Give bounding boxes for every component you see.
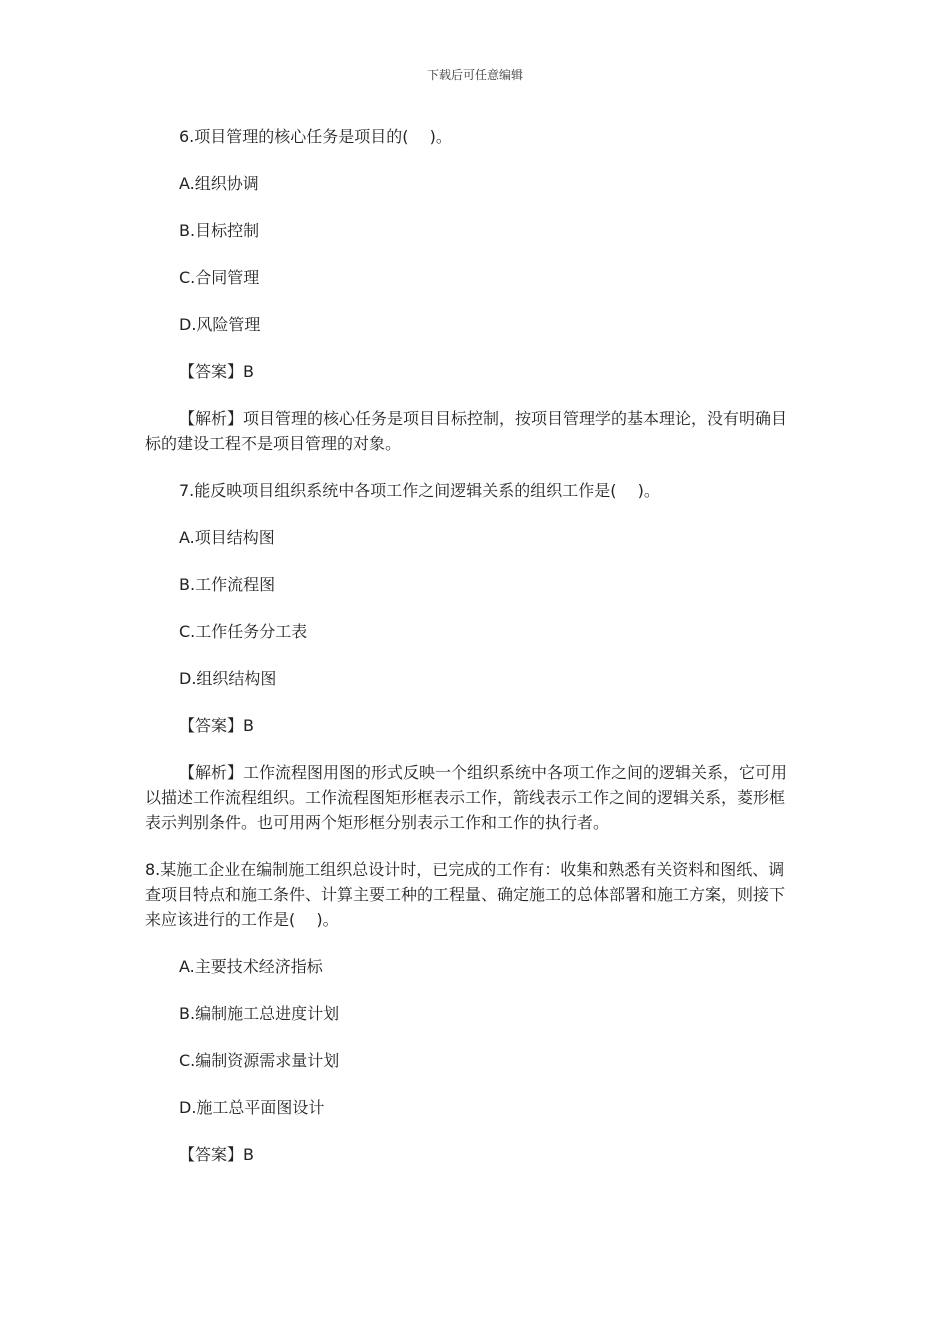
answer-analysis: 【解析】工作流程图用图的形式反映一个组织系统中各项工作之间的逻辑关系，它可用以描述工作流程组织。工作流程图矩形框表示工作，箭线表示工作之间的逻辑关系，菱形框表示判别条件。也可用两个矩形框分别表示工作和工作的执行者。: [145, 763, 788, 832]
answer-option: B.工作流程图: [179, 575, 276, 594]
answer-analysis: 【解析】项目管理的核心任务是项目目标控制，按项目管理学的基本理论，没有明确目标的建设工程不是项目管理的对象。: [145, 409, 788, 453]
document-body: [145, 124, 795, 1189]
page-header: 下载后可任意编辑: [426, 68, 523, 82]
answer-option: C.合同管理: [179, 268, 260, 287]
question-stem: 7.能反映项目组织系统中各项工作之间逻辑关系的组织工作是( )。: [179, 481, 660, 500]
answer-option: D.风险管理: [179, 315, 261, 334]
answer-option: C.编制资源需求量计划: [179, 1051, 340, 1070]
answer-option: B.目标控制: [179, 221, 260, 240]
answer-option: D.组织结构图: [179, 669, 277, 688]
question-stem: 8.某施工企业在编制施工组织总设计时，已完成的工作有：收集和熟悉有关资料和图纸、调查项目特点和施工条件、计算主要工种的工程量、确定施工的总体部署和施工方案，则接下来应该进行的工作是( )。: [145, 860, 786, 929]
answer-option: A.主要技术经济指标: [179, 957, 323, 976]
answer-option: C.工作任务分工表: [179, 622, 308, 641]
answer-option: B.编制施工总进度计划: [179, 1004, 340, 1023]
answer-option: D.施工总平面图设计: [179, 1098, 325, 1117]
answer-key: 【答案】B: [179, 716, 254, 735]
answer-key: 【答案】B: [179, 1145, 254, 1164]
answer-option: A.项目结构图: [179, 528, 275, 547]
question-stem: 6.项目管理的核心任务是项目的( )。: [179, 127, 452, 146]
answer-option: A.组织协调: [179, 174, 259, 193]
answer-key: 【答案】B: [179, 362, 254, 381]
